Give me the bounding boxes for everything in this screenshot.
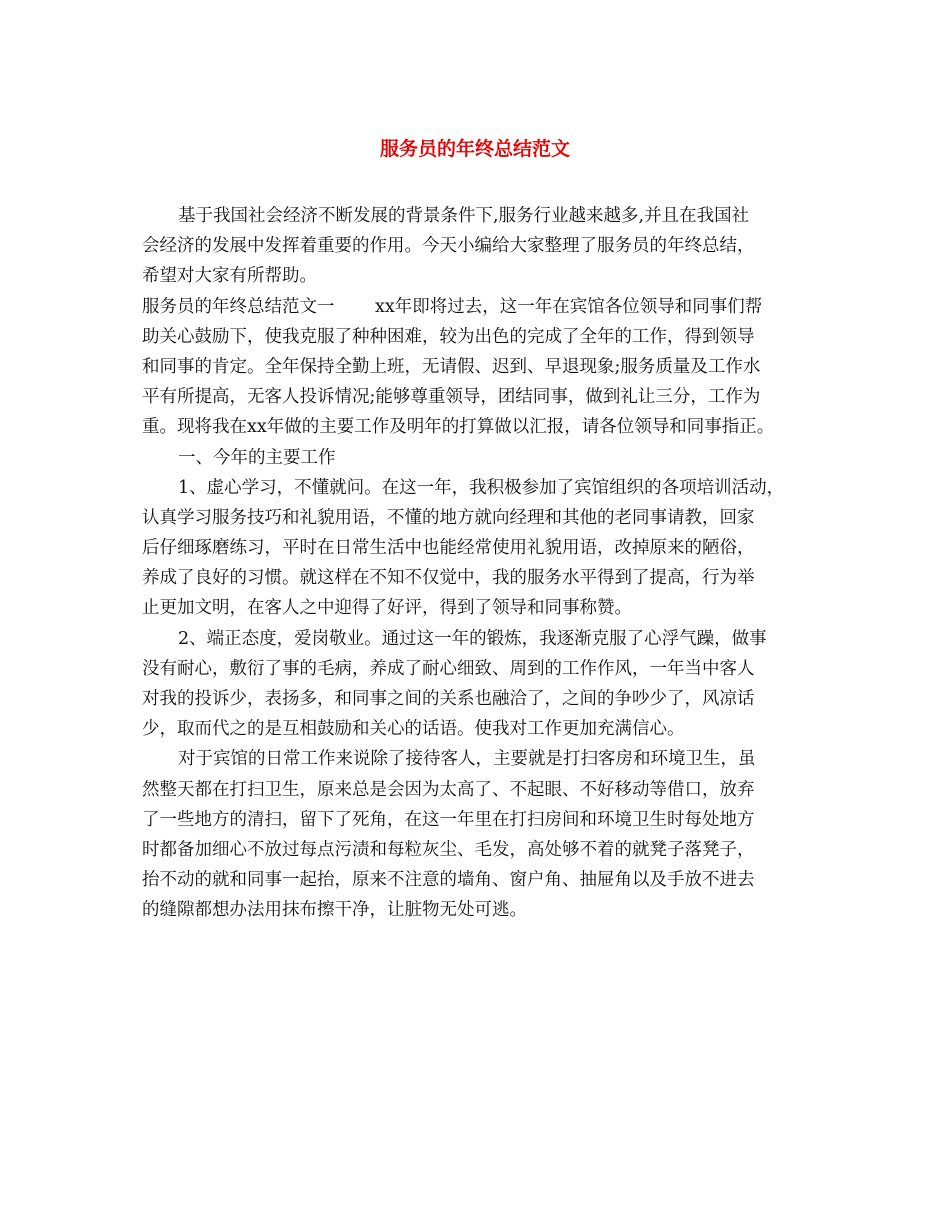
text-line: 重。现将我在xx年做的主要工作及明年的打算做以汇报，请各位领导和同事指正。 [142, 417, 775, 438]
document-title: 服务员的年终总结范文 [379, 138, 570, 160]
text-line: 养成了良好的习惯。就这样在不知不仅觉中，我的服务水平得到了提高，行为举 [142, 568, 755, 589]
text-line: 然整天都在打扫卫生，原来总是会因为太高了、不起眼、不好移动等借口，放弃 [142, 779, 755, 800]
text-line: 基于我国社会经济不断发展的背景条件下,服务行业越来越多,并且在我国社 [178, 206, 750, 226]
text-line: 2、端正态度，爱岗敬业。通过这一年的锻炼，我逐渐克服了心浮气躁，做事 [178, 628, 767, 649]
text-line: 时都备加细心不放过每点污渍和每粒灰尘、毛发，高处够不着的就凳子落凳子， [142, 839, 755, 860]
text-line: 和同事的肯定。全年保持全勤上班，无请假、迟到、早退现象;服务质量及工作水 [142, 356, 761, 377]
text-line: 对于宾馆的日常工作来说除了接待客人，主要就是打扫客房和环境卫生，虽 [178, 749, 756, 770]
text-line: 的缝隙都想办法用抹布擦干净，让脏物无处可逃。 [142, 900, 527, 921]
text-line: 对我的投诉少，表扬多，和同事之间的关系也融洽了，之间的争吵少了，风凉话 [142, 689, 755, 709]
text-line: 少，取而代之的是互相鼓励和关心的话语。使我对工作更加充满信心。 [142, 719, 685, 740]
text-line: 会经济的发展中发挥着重要的作用。今天小编给大家整理了服务员的年终总结， [142, 236, 755, 257]
text-line: 没有耐心，敷衍了事的毛病，养成了耐心细致、周到的工作作风，一年当中客人 [142, 658, 755, 679]
text-line: 止更加文明，在客人之中迎得了好评，得到了领导和同事称赞。 [142, 598, 632, 619]
text-line: 助关心鼓励下，使我克服了种种困难，较为出色的完成了全年的工作，得到领导 [142, 326, 755, 347]
text-line: 希望对大家有所帮助。 [142, 266, 317, 287]
text-line: 认真学习服务技巧和礼貌用语，不懂的地方就向经理和其他的老同事请教，回家 [142, 507, 755, 528]
text-line: 平有所提高，无客人投诉情况;能够尊重领导，团结同事，做到礼让三分，工作为 [142, 387, 761, 408]
text-line: 服务员的年终总结范文一 xx年即将过去，这一年在宾馆各位领导和同事们帮 [142, 296, 763, 317]
document-body [142, 201, 818, 926]
text-line: 一、今年的主要工作 [178, 447, 336, 468]
text-line: 了一些地方的清扫，留下了死角，在这一年里在打扫房间和环境卫生时每处地方 [142, 809, 755, 830]
text-line: 1、虚心学习，不懂就问。在这一年，我积极参加了宾馆组织的各项培训活动， [178, 477, 785, 498]
text-line: 抬不动的就和同事一起抬，原来不注意的墙角、窗户角、抽屉角以及手放不进去 [142, 870, 755, 891]
text-line: 后仔细琢磨练习，平时在日常生活中也能经常使用礼貌用语，改掉原来的陋俗， [142, 538, 755, 559]
